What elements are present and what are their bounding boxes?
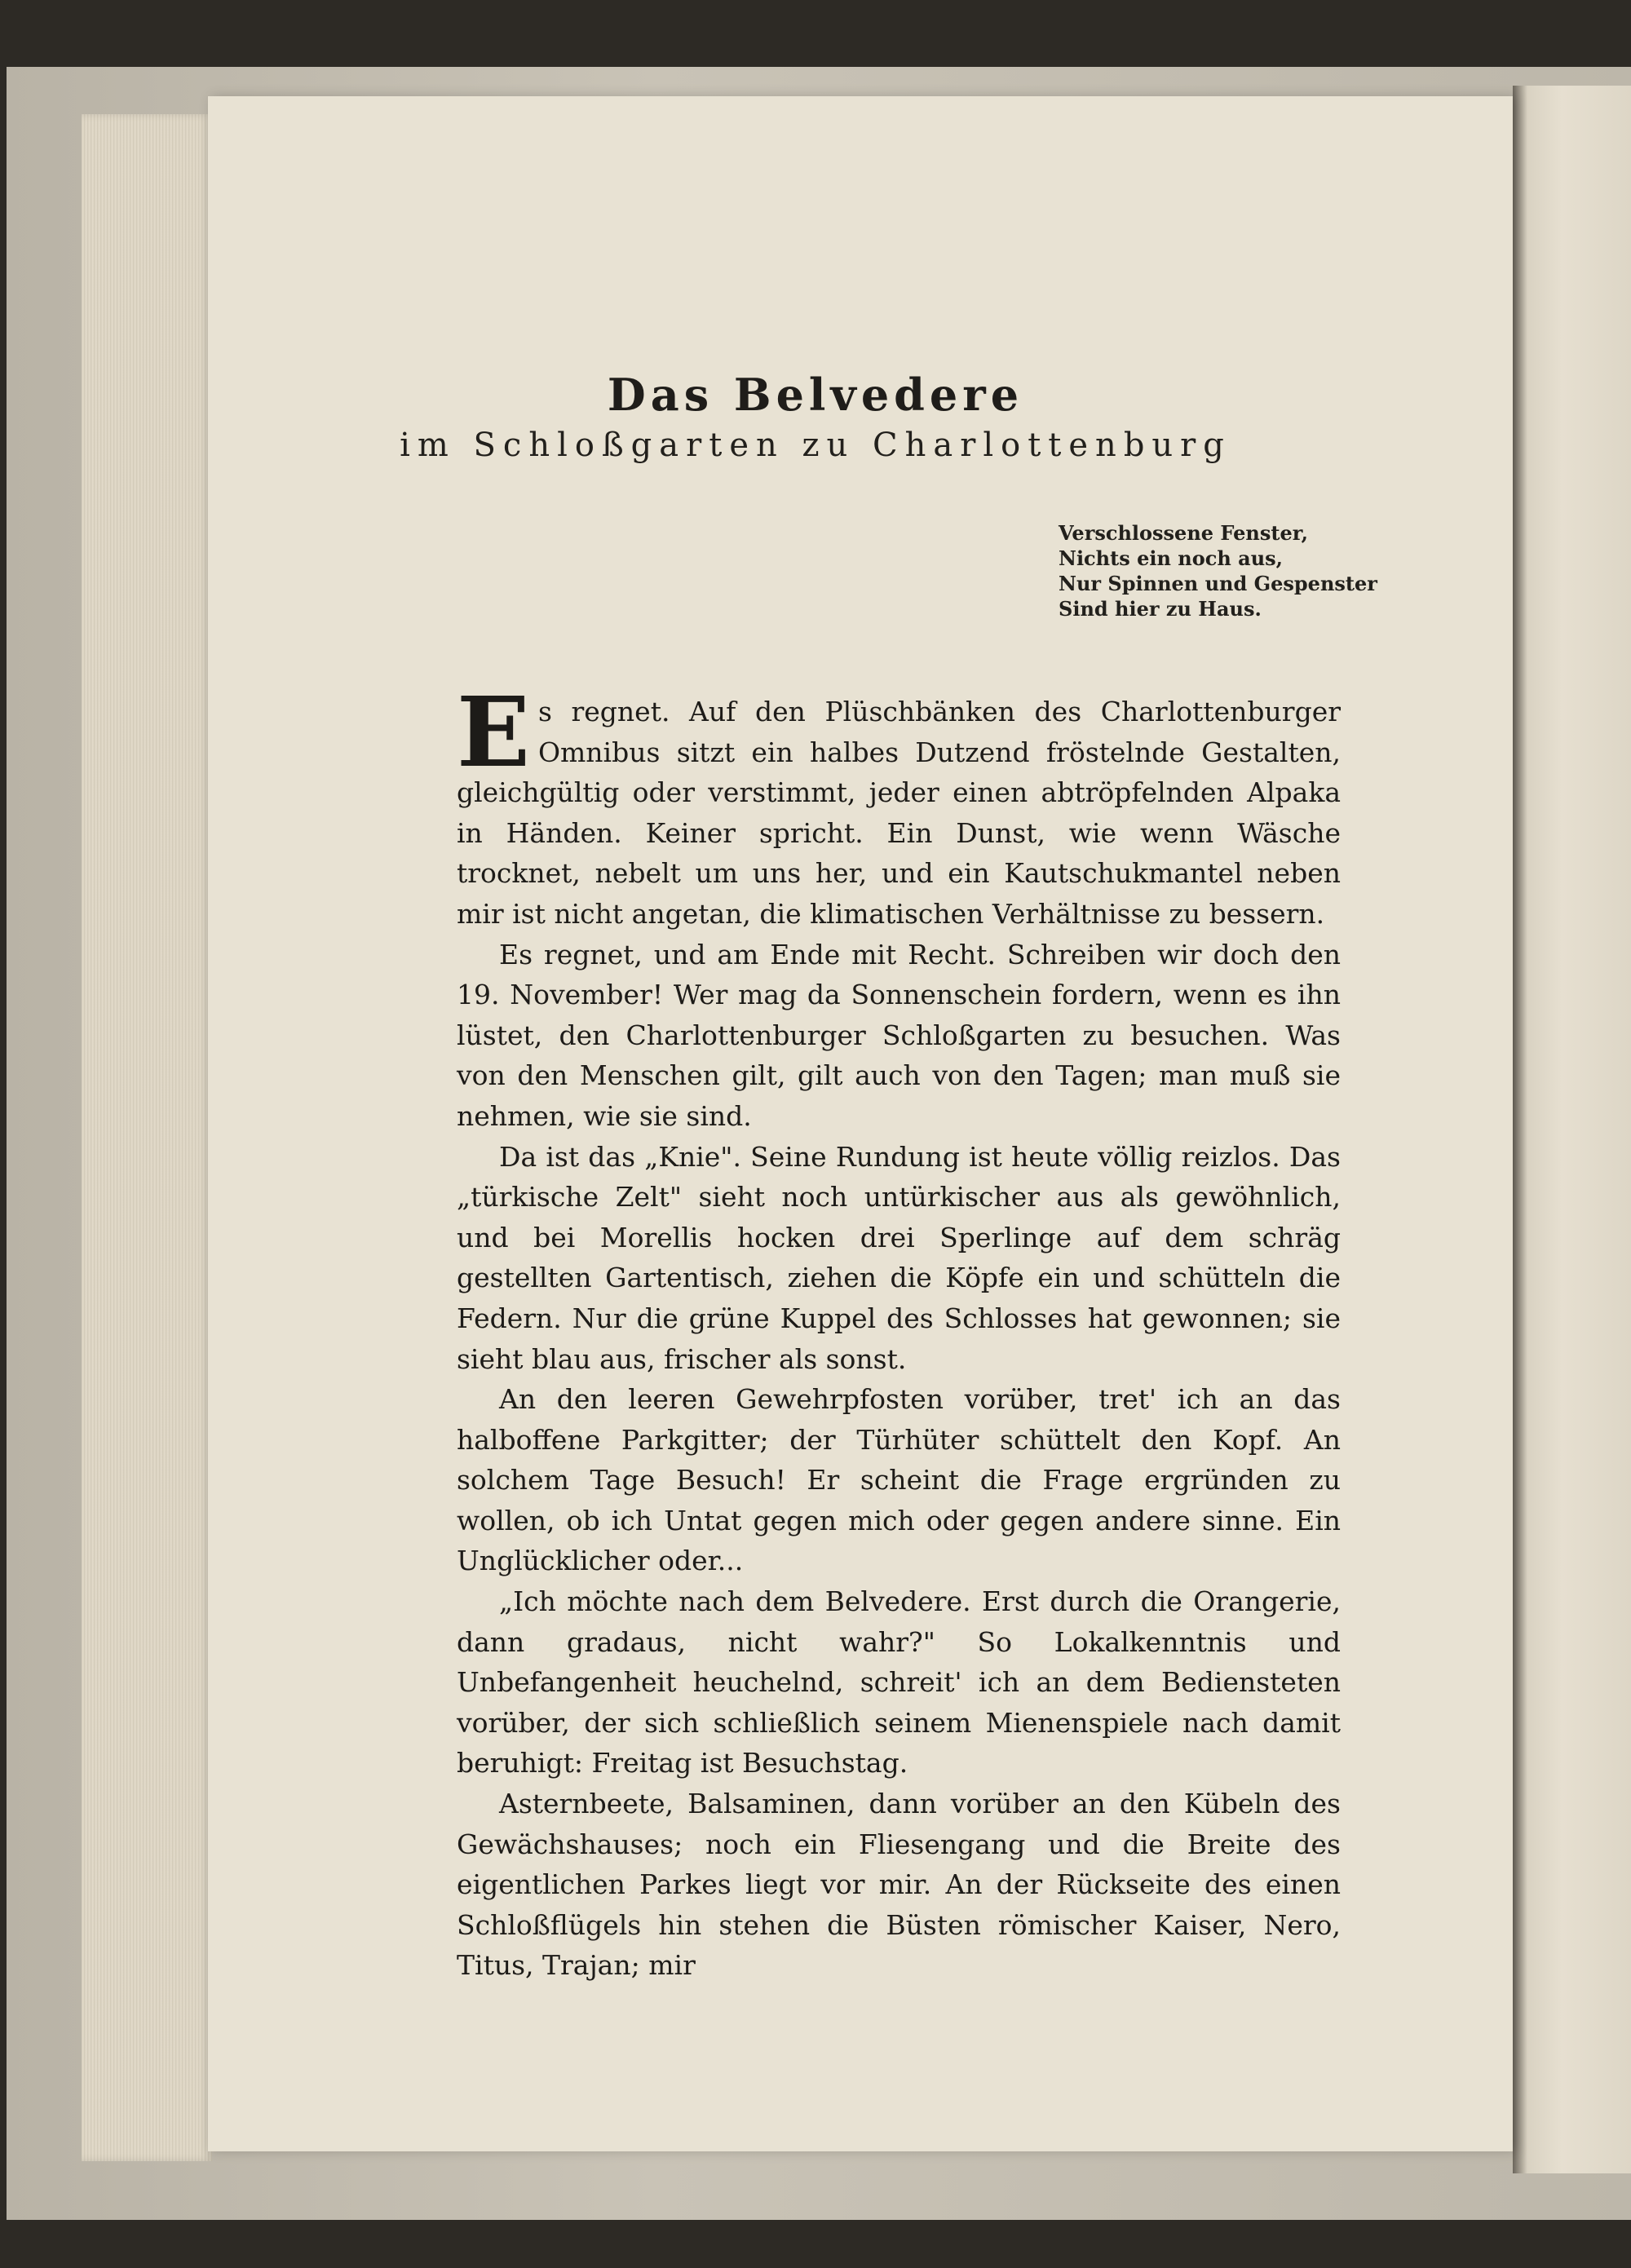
next-page-edge	[1513, 86, 1631, 2173]
epigraph-line: Verschlossene Fenster,	[1059, 521, 1308, 545]
paragraph: „Ich möchte nach dem Belvedere. Erst durch die Orangerie, dann gradaus, nicht wahr?" So Lokalkenntnis und Unbefangenheit heuchelnd, schreit' ich an dem Bediensteten vorüber, der sich schließlich seinem Mienenspiele nach damit beruhigt: Freitag ist Besuchstag.	[457, 1585, 1341, 1779]
paragraph: Asternbeete, Balsaminen, dann vorüber an den Kübeln des Gewächshauses; noch ein Fliesengang und die Breite des eigentlichen Parkes liegt vor mir. An der Rückseite des einen Schloßflügels hin stehen die Büsten römischer Kaiser, Nero, Titus, Trajan; mir	[457, 1788, 1341, 1982]
paragraph: An den leeren Gewehrpfosten vorüber, tret' ich an das halboffene Parkgitter; der Türhüter schüttelt den Kopf. An solchem Tage Besuch! Er scheint die Frage ergründen zu wollen, ob ich Untat gegen mich oder gegen andere sinne. Ein Unglücklicher oder...	[457, 1383, 1341, 1577]
paragraph: Es regnet, und am Ende mit Recht. Schreiben wir doch den 19. November! Wer mag da Sonnenschein fordern, wenn es ihn lüstet, den Charlottenburger Schloßgarten zu besuchen. Was von den Menschen gilt, gilt auch von den Tagen; man muß sie nehmen, wie sie sind.	[457, 938, 1341, 1132]
epigraph-line: Sind hier zu Haus.	[1059, 597, 1262, 621]
paragraph: Da ist das „Knie". Seine Rundung ist heute völlig reizlos. Das „türkische Zelt" sieht noch untürkischer aus als gewöhnlich, und bei Morellis hocken drei Sperlinge auf dem schräg gestellten Gartentisch, ziehen die Köpfe ein und schütteln die Federn. Nur die grüne Kuppel des Schlosses hat gewonnen; sie sieht blau aus, frischer als sonst.	[457, 1140, 1341, 1375]
paragraph: Es regnet. Auf den Plüschbänken des Charlottenburger Omnibus sitzt ein halbes Dutzend fröstelnde Gestalten, gleichgültig oder verstimmt, jeder einen abtröpfelnden Alpaka in Händen. Keiner spricht. Ein Dunst, wie wenn Wäsche trocknet, nebelt um uns her, und ein Kautschukmantel neben mir ist nicht angetan, die klimatischen Verhältnisse zu bessern.	[457, 675, 1341, 930]
epigraph-line: Nur Spinnen und Gespenster	[1059, 572, 1377, 595]
drop-cap: E	[457, 675, 530, 789]
chapter-title: Das Belvedere	[607, 369, 1024, 421]
page-edges	[82, 114, 212, 2161]
epigraph-line: Nichts ein noch aus,	[1059, 546, 1284, 570]
epigraph	[1059, 520, 1401, 621]
chapter-subtitle: im Schloßgarten zu Charlottenburg	[400, 427, 1231, 464]
body-text	[457, 675, 1341, 1986]
